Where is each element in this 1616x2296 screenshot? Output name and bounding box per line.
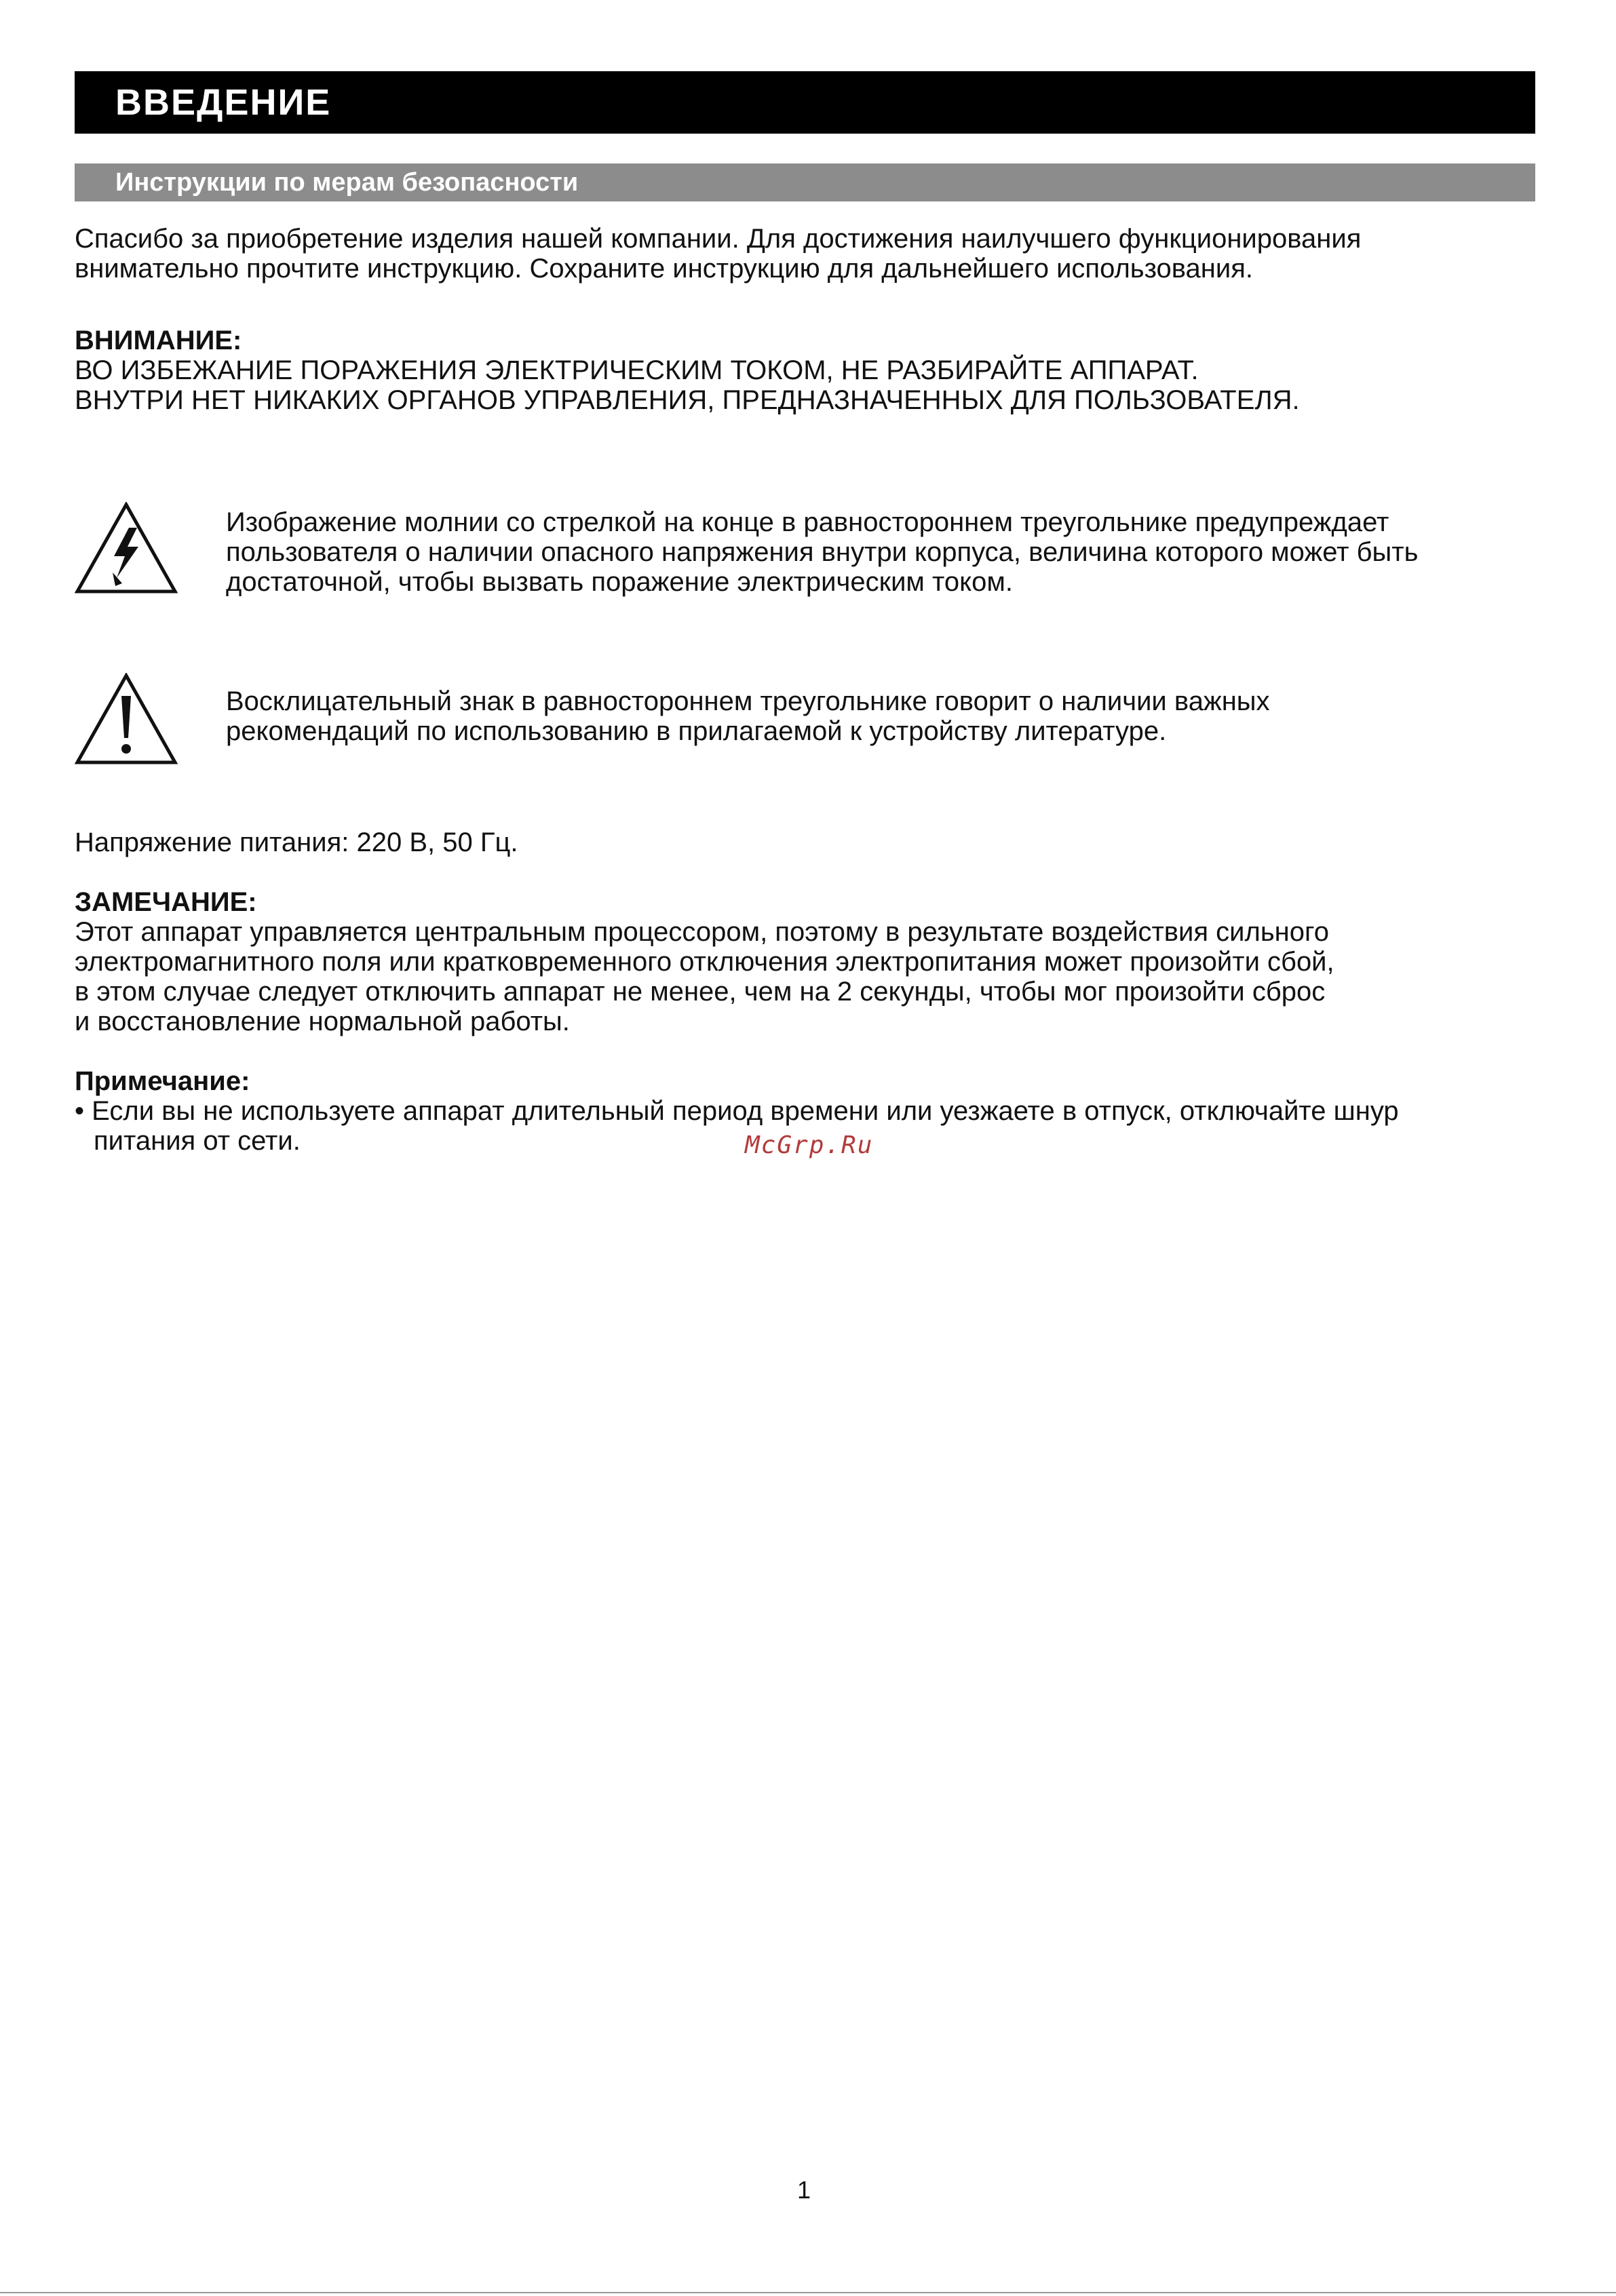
page-title-bar bbox=[75, 71, 1535, 134]
page-number: 1 bbox=[797, 2176, 811, 2204]
watermark: McGrp.Ru bbox=[745, 1131, 874, 1159]
lightning-text-line-3: достаточной, чтобы вызвать поражение электрическим током. bbox=[226, 567, 1013, 597]
note-line-2: питания от сети. bbox=[94, 1126, 301, 1156]
note-line-1: • Если вы не используете аппарат длительный период времени или уезжаете в отпуск, отключайте шнур bbox=[75, 1096, 1399, 1126]
bottom-divider bbox=[0, 2292, 1616, 2293]
page-title: ВВЕДЕНИЕ bbox=[115, 82, 332, 123]
remark-line-1: Этот аппарат управляется центральным процессором, поэтому в результате воздействия сильного bbox=[75, 917, 1329, 947]
remark-line-4: и восстановление нормальной работы. bbox=[75, 1007, 570, 1036]
power-spec: Напряжение питания: 220 В, 50 Гц. bbox=[75, 828, 518, 857]
lightning-text-line-1: Изображение молнии со стрелкой на конце в равностороннем треугольнике предупреждает bbox=[226, 507, 1389, 537]
remark-line-3: в этом случае следует отключить аппарат не менее, чем на 2 секунды, чтобы мог произойти сброс bbox=[75, 977, 1326, 1007]
exclamation-text-line-1: Восклицательный знак в равностороннем треугольнике говорит о наличии важных bbox=[226, 686, 1270, 716]
warning-line-2: ВНУТРИ НЕТ НИКАКИХ ОРГАНОВ УПРАВЛЕНИЯ, ПРЕДНАЗНАЧЕННЫХ ДЛЯ ПОЛЬЗОВАТЕЛЯ. bbox=[75, 385, 1300, 415]
remark-heading: ЗАМЕЧАНИЕ: bbox=[75, 887, 257, 917]
note-heading: Примечание: bbox=[75, 1066, 250, 1096]
remark-line-2: электромагнитного поля или кратковременного отключения электропитания может произойти сбой, bbox=[75, 947, 1334, 977]
section-title-bar bbox=[75, 163, 1535, 201]
intro-line-2: внимательно прочтите инструкцию. Сохраните инструкцию для дальнейшего использования. bbox=[75, 254, 1254, 284]
lightning-warning-icon bbox=[75, 502, 178, 594]
warning-line-1: ВО ИЗБЕЖАНИЕ ПОРАЖЕНИЯ ЭЛЕКТРИЧЕСКИМ ТОКОМ, НЕ РАЗБИРАЙТЕ АППАРАТ. bbox=[75, 355, 1199, 385]
lightning-text-line-2: пользователя о наличии опасного напряжения внутри корпуса, величина которого может быть bbox=[226, 537, 1419, 567]
warning-heading: ВНИМАНИЕ: bbox=[75, 326, 242, 355]
exclamation-warning-icon bbox=[75, 673, 178, 765]
intro-line-1: Спасибо за приобретение изделия нашей компании. Для достижения наилучшего функционирования bbox=[75, 224, 1362, 254]
exclamation-text-line-2: рекомендаций по использованию в прилагаемой к устройству литературе. bbox=[226, 716, 1167, 746]
section-title: Инструкции по мерам безопасности bbox=[115, 168, 579, 197]
